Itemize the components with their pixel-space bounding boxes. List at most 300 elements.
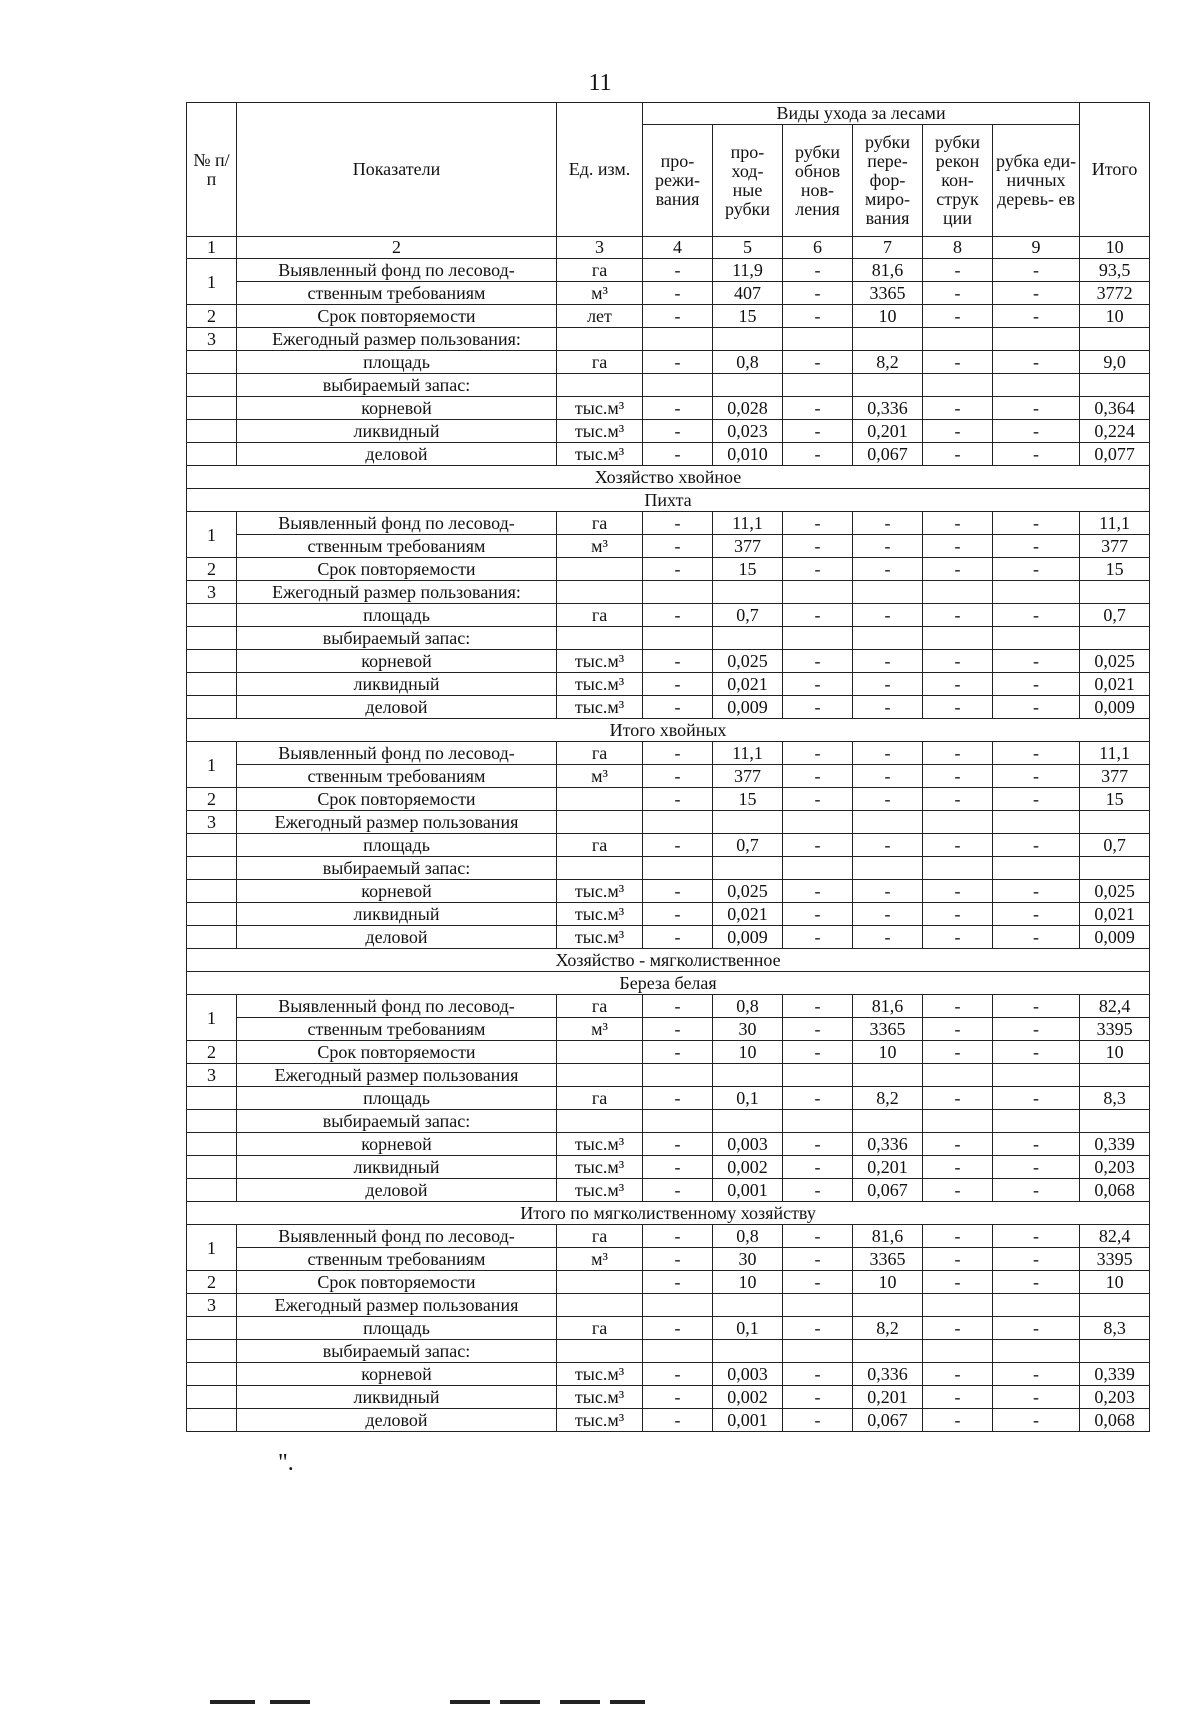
value-cell: - bbox=[923, 1133, 993, 1156]
unit-cell: м³ bbox=[557, 282, 643, 305]
value-cell bbox=[643, 581, 713, 604]
value-cell: - bbox=[783, 1317, 853, 1340]
total-cell: 0,025 bbox=[1080, 650, 1150, 673]
value-cell: - bbox=[643, 1271, 713, 1294]
table-row bbox=[187, 1317, 1150, 1340]
col-number: 4 bbox=[643, 237, 713, 259]
table-row bbox=[187, 351, 1150, 374]
table-row bbox=[187, 926, 1150, 949]
value-cell: - bbox=[923, 397, 993, 420]
value-cell: - bbox=[783, 1409, 853, 1432]
unit-cell: тыс.м³ bbox=[557, 443, 643, 466]
table-row bbox=[187, 374, 1150, 397]
table-row bbox=[187, 696, 1150, 719]
unit-cell: тыс.м³ bbox=[557, 1179, 643, 1202]
total-cell: 82,4 bbox=[1080, 995, 1150, 1018]
indicator-label: корневой bbox=[237, 650, 557, 673]
table-row bbox=[187, 558, 1150, 581]
value-cell: - bbox=[783, 1363, 853, 1386]
indicator-label: корневой bbox=[237, 1133, 557, 1156]
value-cell: 377 bbox=[713, 765, 783, 788]
table-row bbox=[187, 282, 1150, 305]
unit-cell bbox=[557, 811, 643, 834]
total-cell: 0,009 bbox=[1080, 696, 1150, 719]
value-cell: - bbox=[783, 305, 853, 328]
value-cell bbox=[853, 857, 923, 880]
value-cell: 30 bbox=[713, 1248, 783, 1271]
total-cell bbox=[1080, 627, 1150, 650]
unit-cell: га bbox=[557, 1317, 643, 1340]
unit-cell bbox=[557, 558, 643, 581]
indicator-label: ственным требованиям bbox=[237, 765, 557, 788]
value-cell: - bbox=[783, 351, 853, 374]
value-cell bbox=[713, 1110, 783, 1133]
value-cell: - bbox=[993, 1248, 1080, 1271]
value-cell: - bbox=[993, 1133, 1080, 1156]
value-cell: - bbox=[783, 535, 853, 558]
header-unit: Ед. изм. bbox=[557, 103, 643, 237]
indicator-label: корневой bbox=[237, 397, 557, 420]
total-cell: 0,203 bbox=[1080, 1386, 1150, 1409]
value-cell: - bbox=[993, 1225, 1080, 1248]
total-cell: 377 bbox=[1080, 535, 1150, 558]
value-cell bbox=[853, 627, 923, 650]
value-cell: - bbox=[643, 742, 713, 765]
row-number: 2 bbox=[187, 1271, 237, 1294]
table-row bbox=[187, 397, 1150, 420]
value-cell bbox=[713, 1294, 783, 1317]
indicator-label: выбираемый запас: bbox=[237, 1110, 557, 1133]
total-cell: 93,5 bbox=[1080, 259, 1150, 282]
col-number: 8 bbox=[923, 237, 993, 259]
table-row bbox=[187, 1225, 1150, 1248]
value-cell: - bbox=[923, 1317, 993, 1340]
total-cell: 15 bbox=[1080, 558, 1150, 581]
row-number bbox=[187, 1317, 237, 1340]
unit-cell: тыс.м³ bbox=[557, 420, 643, 443]
value-cell bbox=[993, 857, 1080, 880]
value-cell: - bbox=[923, 1386, 993, 1409]
row-number bbox=[187, 420, 237, 443]
column-number-row bbox=[187, 237, 1150, 259]
value-cell: - bbox=[853, 880, 923, 903]
page-number: 11 bbox=[588, 70, 612, 96]
value-cell: - bbox=[853, 558, 923, 581]
total-cell bbox=[1080, 374, 1150, 397]
row-number: 1 bbox=[187, 512, 237, 558]
value-cell: - bbox=[643, 903, 713, 926]
value-cell: - bbox=[643, 1386, 713, 1409]
header-type-renewal-cuts: рубки обнов нов- ления bbox=[783, 125, 853, 237]
value-cell: 81,6 bbox=[853, 259, 923, 282]
value-cell: - bbox=[783, 1386, 853, 1409]
value-cell: - bbox=[853, 765, 923, 788]
value-cell: - bbox=[923, 1409, 993, 1432]
value-cell: 0,067 bbox=[853, 1409, 923, 1432]
indicator-label: Ежегодный размер пользования: bbox=[237, 581, 557, 604]
row-number bbox=[187, 696, 237, 719]
section-title: Итого по мягколиственному хозяйству bbox=[187, 1202, 1150, 1225]
value-cell bbox=[783, 857, 853, 880]
row-number bbox=[187, 1110, 237, 1133]
total-cell bbox=[1080, 1294, 1150, 1317]
value-cell: 0,009 bbox=[713, 926, 783, 949]
unit-cell: м³ bbox=[557, 765, 643, 788]
value-cell bbox=[643, 1340, 713, 1363]
value-cell: - bbox=[643, 1248, 713, 1271]
value-cell bbox=[783, 374, 853, 397]
value-cell: - bbox=[993, 1087, 1080, 1110]
indicator-label: Срок повторяемости bbox=[237, 305, 557, 328]
value-cell: - bbox=[783, 1018, 853, 1041]
closing-quote: ". bbox=[278, 1450, 294, 1476]
value-cell: 0,067 bbox=[853, 1179, 923, 1202]
value-cell: - bbox=[643, 1317, 713, 1340]
value-cell: 15 bbox=[713, 558, 783, 581]
value-cell: - bbox=[783, 1156, 853, 1179]
value-cell: 0,025 bbox=[713, 880, 783, 903]
indicator-label: корневой bbox=[237, 1363, 557, 1386]
row-number: 3 bbox=[187, 1064, 237, 1087]
total-cell: 15 bbox=[1080, 788, 1150, 811]
value-cell: - bbox=[783, 1225, 853, 1248]
section-row bbox=[187, 972, 1150, 995]
row-number: 3 bbox=[187, 581, 237, 604]
unit-cell: тыс.м³ bbox=[557, 673, 643, 696]
scan-mark bbox=[450, 1700, 490, 1704]
value-cell: - bbox=[923, 558, 993, 581]
table-row bbox=[187, 1064, 1150, 1087]
unit-cell bbox=[557, 1340, 643, 1363]
value-cell: 11,1 bbox=[713, 742, 783, 765]
row-number bbox=[187, 397, 237, 420]
total-cell: 0,021 bbox=[1080, 903, 1150, 926]
indicator-label: площадь bbox=[237, 834, 557, 857]
table-row bbox=[187, 995, 1150, 1018]
value-cell: - bbox=[923, 604, 993, 627]
row-number bbox=[187, 627, 237, 650]
unit-cell: га bbox=[557, 742, 643, 765]
unit-cell: тыс.м³ bbox=[557, 1386, 643, 1409]
value-cell bbox=[923, 811, 993, 834]
value-cell: 0,028 bbox=[713, 397, 783, 420]
value-cell: 0,201 bbox=[853, 1156, 923, 1179]
value-cell: 15 bbox=[713, 788, 783, 811]
indicator-label: деловой bbox=[237, 926, 557, 949]
value-cell: - bbox=[923, 903, 993, 926]
value-cell: - bbox=[643, 535, 713, 558]
indicator-label: Выявленный фонд по лесовод- bbox=[237, 259, 557, 282]
indicator-label: Выявленный фонд по лесовод- bbox=[237, 995, 557, 1018]
total-cell: 11,1 bbox=[1080, 512, 1150, 535]
value-cell: - bbox=[993, 673, 1080, 696]
indicator-label: ственным требованиям bbox=[237, 1018, 557, 1041]
value-cell bbox=[853, 1294, 923, 1317]
total-cell: 0,339 bbox=[1080, 1133, 1150, 1156]
indicator-label: деловой bbox=[237, 1179, 557, 1202]
unit-cell: тыс.м³ bbox=[557, 1363, 643, 1386]
table-row bbox=[187, 765, 1150, 788]
unit-cell: га bbox=[557, 995, 643, 1018]
table-row bbox=[187, 742, 1150, 765]
value-cell bbox=[993, 581, 1080, 604]
value-cell: - bbox=[853, 535, 923, 558]
indicator-label: Ежегодный размер пользования bbox=[237, 811, 557, 834]
unit-cell bbox=[557, 627, 643, 650]
value-cell: - bbox=[643, 1179, 713, 1202]
table-row bbox=[187, 1294, 1150, 1317]
value-cell: - bbox=[993, 1041, 1080, 1064]
table-row bbox=[187, 1363, 1150, 1386]
value-cell bbox=[713, 627, 783, 650]
indicator-label: площадь bbox=[237, 604, 557, 627]
total-cell: 0,203 bbox=[1080, 1156, 1150, 1179]
unit-cell: м³ bbox=[557, 1018, 643, 1041]
col-number: 5 bbox=[713, 237, 783, 259]
col-number: 10 bbox=[1080, 237, 1150, 259]
value-cell bbox=[643, 811, 713, 834]
row-number: 1 bbox=[187, 995, 237, 1041]
row-number: 1 bbox=[187, 1225, 237, 1271]
value-cell: - bbox=[993, 788, 1080, 811]
row-number bbox=[187, 1087, 237, 1110]
value-cell: - bbox=[643, 420, 713, 443]
value-cell bbox=[643, 627, 713, 650]
table-row bbox=[187, 1386, 1150, 1409]
value-cell: - bbox=[643, 282, 713, 305]
value-cell: 0,010 bbox=[713, 443, 783, 466]
total-cell: 0,068 bbox=[1080, 1409, 1150, 1432]
value-cell: - bbox=[643, 880, 713, 903]
value-cell: - bbox=[783, 995, 853, 1018]
row-number: 1 bbox=[187, 259, 237, 305]
value-cell: 10 bbox=[853, 305, 923, 328]
indicator-label: корневой bbox=[237, 880, 557, 903]
table-row bbox=[187, 443, 1150, 466]
value-cell: - bbox=[923, 282, 993, 305]
header-no: № п/п bbox=[187, 103, 237, 237]
section-row bbox=[187, 1202, 1150, 1225]
value-cell bbox=[713, 857, 783, 880]
row-number bbox=[187, 673, 237, 696]
value-cell: - bbox=[643, 512, 713, 535]
value-cell: - bbox=[923, 834, 993, 857]
value-cell: 0,1 bbox=[713, 1087, 783, 1110]
indicator-label: Выявленный фонд по лесовод- bbox=[237, 1225, 557, 1248]
value-cell bbox=[783, 627, 853, 650]
value-cell: 8,2 bbox=[853, 1317, 923, 1340]
total-cell: 0,068 bbox=[1080, 1179, 1150, 1202]
value-cell: - bbox=[993, 1363, 1080, 1386]
row-number: 1 bbox=[187, 742, 237, 788]
table-row bbox=[187, 259, 1150, 282]
table-row bbox=[187, 1133, 1150, 1156]
total-cell: 10 bbox=[1080, 1041, 1150, 1064]
row-number bbox=[187, 926, 237, 949]
total-cell: 0,025 bbox=[1080, 880, 1150, 903]
total-cell bbox=[1080, 857, 1150, 880]
header-total: Итого bbox=[1080, 103, 1150, 237]
value-cell: - bbox=[643, 926, 713, 949]
value-cell: - bbox=[923, 305, 993, 328]
table-row bbox=[187, 535, 1150, 558]
value-cell: - bbox=[783, 834, 853, 857]
table-row bbox=[187, 581, 1150, 604]
value-cell: - bbox=[923, 696, 993, 719]
value-cell: - bbox=[923, 1156, 993, 1179]
value-cell: - bbox=[643, 558, 713, 581]
value-cell bbox=[993, 627, 1080, 650]
value-cell: 0,336 bbox=[853, 397, 923, 420]
total-cell: 8,3 bbox=[1080, 1317, 1150, 1340]
value-cell: - bbox=[993, 282, 1080, 305]
value-cell bbox=[923, 857, 993, 880]
value-cell bbox=[993, 811, 1080, 834]
value-cell: - bbox=[993, 834, 1080, 857]
value-cell: - bbox=[643, 673, 713, 696]
row-number bbox=[187, 1133, 237, 1156]
value-cell: - bbox=[923, 443, 993, 466]
col-number: 3 bbox=[557, 237, 643, 259]
total-cell: 11,1 bbox=[1080, 742, 1150, 765]
value-cell bbox=[993, 374, 1080, 397]
value-cell: - bbox=[923, 1179, 993, 1202]
value-cell: - bbox=[783, 788, 853, 811]
row-number: 3 bbox=[187, 811, 237, 834]
value-cell: - bbox=[923, 1271, 993, 1294]
row-number: 3 bbox=[187, 328, 237, 351]
value-cell: - bbox=[993, 650, 1080, 673]
value-cell: 0,001 bbox=[713, 1179, 783, 1202]
row-number bbox=[187, 880, 237, 903]
scan-mark bbox=[270, 1700, 310, 1704]
total-cell: 3772 bbox=[1080, 282, 1150, 305]
value-cell: - bbox=[783, 1271, 853, 1294]
unit-cell: тыс.м³ bbox=[557, 650, 643, 673]
value-cell: - bbox=[993, 926, 1080, 949]
section-title: Хозяйство - мягколиственное bbox=[187, 949, 1150, 972]
value-cell: 3365 bbox=[853, 1248, 923, 1271]
value-cell bbox=[853, 811, 923, 834]
value-cell: - bbox=[643, 1225, 713, 1248]
value-cell: 0,067 bbox=[853, 443, 923, 466]
value-cell: - bbox=[783, 1041, 853, 1064]
value-cell: 0,023 bbox=[713, 420, 783, 443]
table-row bbox=[187, 903, 1150, 926]
header-type-passing-cuts: про- ход- ные рубки bbox=[713, 125, 783, 237]
indicator-label: ликвидный bbox=[237, 1156, 557, 1179]
unit-cell: га bbox=[557, 351, 643, 374]
unit-cell: тыс.м³ bbox=[557, 397, 643, 420]
total-cell bbox=[1080, 581, 1150, 604]
value-cell bbox=[713, 374, 783, 397]
row-number: 2 bbox=[187, 558, 237, 581]
unit-cell bbox=[557, 581, 643, 604]
value-cell: 0,025 bbox=[713, 650, 783, 673]
value-cell: - bbox=[993, 604, 1080, 627]
unit-cell bbox=[557, 1294, 643, 1317]
table-row bbox=[187, 1087, 1150, 1110]
value-cell: - bbox=[923, 673, 993, 696]
value-cell bbox=[923, 328, 993, 351]
value-cell: 0,201 bbox=[853, 420, 923, 443]
unit-cell: м³ bbox=[557, 535, 643, 558]
value-cell: - bbox=[993, 259, 1080, 282]
value-cell: - bbox=[923, 880, 993, 903]
value-cell: - bbox=[993, 696, 1080, 719]
unit-cell: га bbox=[557, 512, 643, 535]
table-row bbox=[187, 811, 1150, 834]
unit-cell: тыс.м³ bbox=[557, 926, 643, 949]
total-cell bbox=[1080, 1110, 1150, 1133]
value-cell: - bbox=[923, 351, 993, 374]
value-cell: 0,8 bbox=[713, 995, 783, 1018]
value-cell: - bbox=[783, 420, 853, 443]
value-cell: - bbox=[783, 696, 853, 719]
value-cell bbox=[923, 1064, 993, 1087]
indicator-label: Срок повторяемости bbox=[237, 1271, 557, 1294]
total-cell: 8,3 bbox=[1080, 1087, 1150, 1110]
value-cell: - bbox=[783, 282, 853, 305]
value-cell: 0,001 bbox=[713, 1409, 783, 1432]
unit-cell: тыс.м³ bbox=[557, 1156, 643, 1179]
section-title: Пихта bbox=[187, 489, 1150, 512]
value-cell: - bbox=[853, 926, 923, 949]
total-cell: 0,077 bbox=[1080, 443, 1150, 466]
value-cell bbox=[853, 1064, 923, 1087]
table-row bbox=[187, 880, 1150, 903]
section-title: Береза белая bbox=[187, 972, 1150, 995]
value-cell: - bbox=[783, 259, 853, 282]
indicator-label: деловой bbox=[237, 1409, 557, 1432]
value-cell: 0,7 bbox=[713, 604, 783, 627]
value-cell: - bbox=[783, 742, 853, 765]
unit-cell: тыс.м³ bbox=[557, 696, 643, 719]
value-cell: 0,201 bbox=[853, 1386, 923, 1409]
value-cell: 10 bbox=[713, 1041, 783, 1064]
value-cell bbox=[643, 1110, 713, 1133]
value-cell: - bbox=[853, 834, 923, 857]
table-row bbox=[187, 1156, 1150, 1179]
value-cell: - bbox=[643, 995, 713, 1018]
value-cell bbox=[853, 328, 923, 351]
unit-cell: тыс.м³ bbox=[557, 1133, 643, 1156]
value-cell bbox=[853, 1340, 923, 1363]
value-cell: - bbox=[643, 1041, 713, 1064]
value-cell: 0,021 bbox=[713, 903, 783, 926]
table-row bbox=[187, 1248, 1150, 1271]
total-cell: 3395 bbox=[1080, 1248, 1150, 1271]
value-cell: - bbox=[923, 535, 993, 558]
row-number bbox=[187, 604, 237, 627]
value-cell: - bbox=[993, 351, 1080, 374]
col-number: 1 bbox=[187, 237, 237, 259]
row-number bbox=[187, 443, 237, 466]
value-cell: - bbox=[643, 1018, 713, 1041]
table-row bbox=[187, 1271, 1150, 1294]
section-row bbox=[187, 466, 1150, 489]
value-cell: - bbox=[783, 880, 853, 903]
table-row bbox=[187, 604, 1150, 627]
unit-cell: м³ bbox=[557, 1248, 643, 1271]
table-row bbox=[187, 673, 1150, 696]
value-cell bbox=[923, 1110, 993, 1133]
indicator-label: ственным требованиям bbox=[237, 1248, 557, 1271]
total-cell bbox=[1080, 1340, 1150, 1363]
value-cell: - bbox=[993, 1317, 1080, 1340]
header-type-single-tree-cut: рубка еди- ничных деревь- ев bbox=[993, 125, 1080, 237]
value-cell: 15 bbox=[713, 305, 783, 328]
